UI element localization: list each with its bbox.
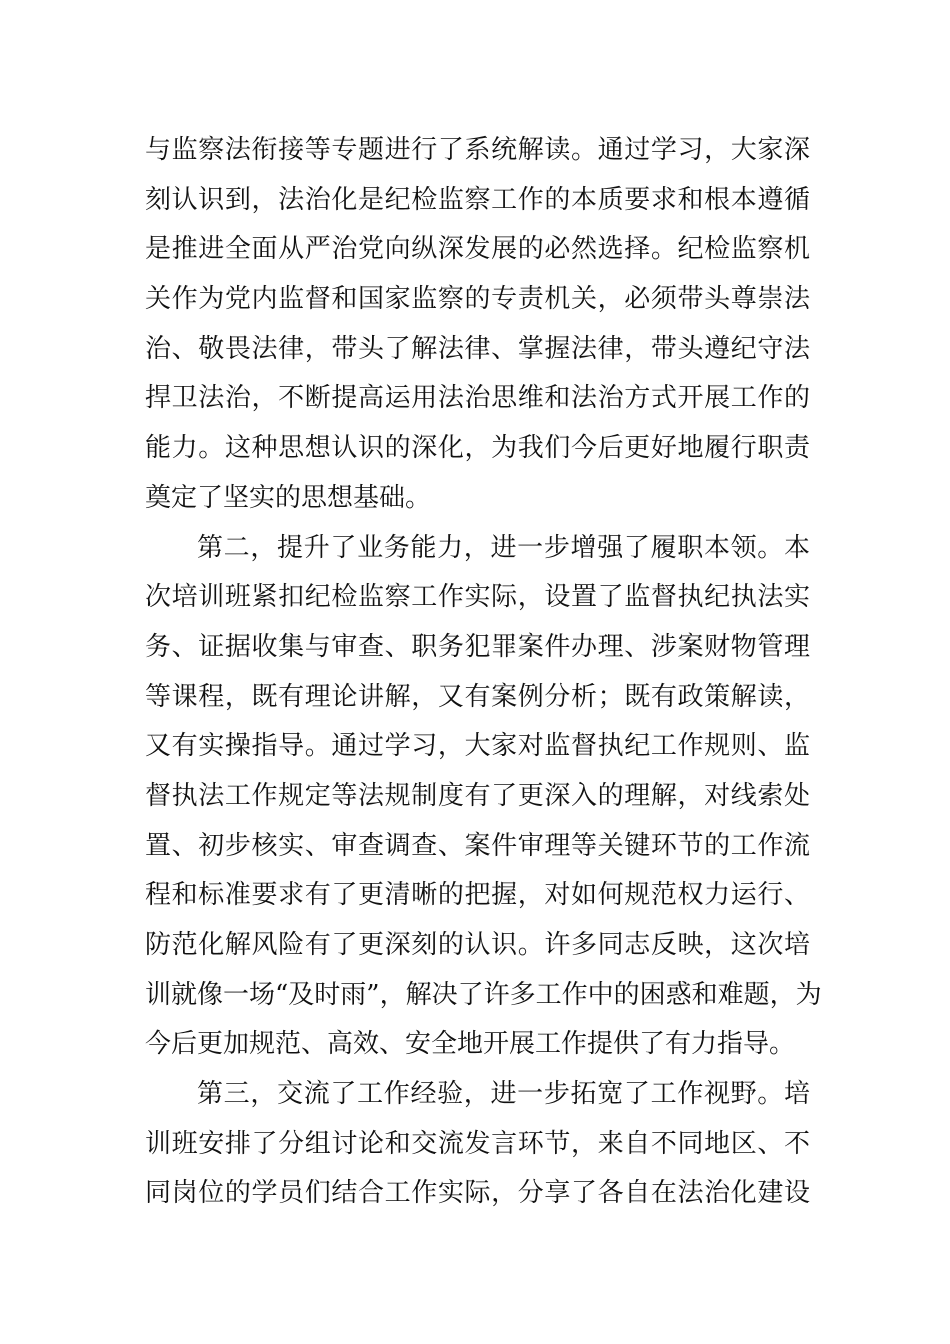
text-line: 治、敬畏法律，带头了解法律、掌握法律，带头遵纪守法	[145, 333, 810, 364]
text-line: 同岗位的学员们结合工作实际，分享了各自在法治化建设	[145, 1178, 810, 1209]
text-line: 刻认识到，法治化是纪检监察工作的本质要求和根本遵循	[145, 184, 810, 215]
text-line: 今后更加规范、高效、安全地开展工作提供了有力指导。	[145, 1029, 796, 1060]
text-line: 捍卫法治，不断提高运用法治思维和法治方式开展工作的	[145, 383, 810, 414]
text-line: 防范化解风险有了更深刻的认识。许多同志反映，这次培	[145, 930, 810, 960]
text-line: 训班安排了分组讨论和交流发言环节，来自不同地区、不	[145, 1128, 810, 1159]
text-line: 次培训班紧扣纪检监察工作实际，设置了监督执纪执法实	[145, 582, 810, 613]
paragraph-start-line: 第二，提升了业务能力，进一步增强了履职本领。本	[197, 532, 810, 563]
text-line: 与监察法衔接等专题进行了系统解读。通过学习，大家深	[145, 135, 810, 165]
text-line: 又有实操指导。通过学习，大家对监督执纪工作规则、监	[145, 731, 810, 762]
text-line: 奠定了坚实的思想基础。	[145, 482, 432, 513]
text-line: 督执法工作规定等法规制度有了更深入的理解，对线索处	[145, 780, 810, 811]
text-line: 能力。这种思想认识的深化，为我们今后更好地履行职责	[145, 433, 810, 464]
text-line: 训就像一场“及时雨”，解决了许多工作中的困惑和难题，为	[145, 979, 822, 1010]
text-line: 是推进全面从严治党向纵深发展的必然选择。纪检监察机	[145, 234, 810, 265]
text-line: 程和标准要求有了更清晰的把握，对如何规范权力运行、	[145, 880, 810, 911]
text-line: 关作为党内监督和国家监察的专责机关，必须带头尊崇法	[145, 284, 810, 315]
text-line: 务、证据收集与审查、职务犯罪案件办理、涉案财物管理	[145, 631, 810, 662]
text-line: 置、初步核实、审查调查、案件审理等关键环节的工作流	[145, 830, 810, 861]
body-text	[145, 126, 822, 1219]
text-line: 等课程，既有理论讲解，又有案例分析；既有政策解读，	[145, 681, 810, 712]
paragraph-start-line: 第三，交流了工作经验，进一步拓宽了工作视野。培	[197, 1079, 810, 1110]
